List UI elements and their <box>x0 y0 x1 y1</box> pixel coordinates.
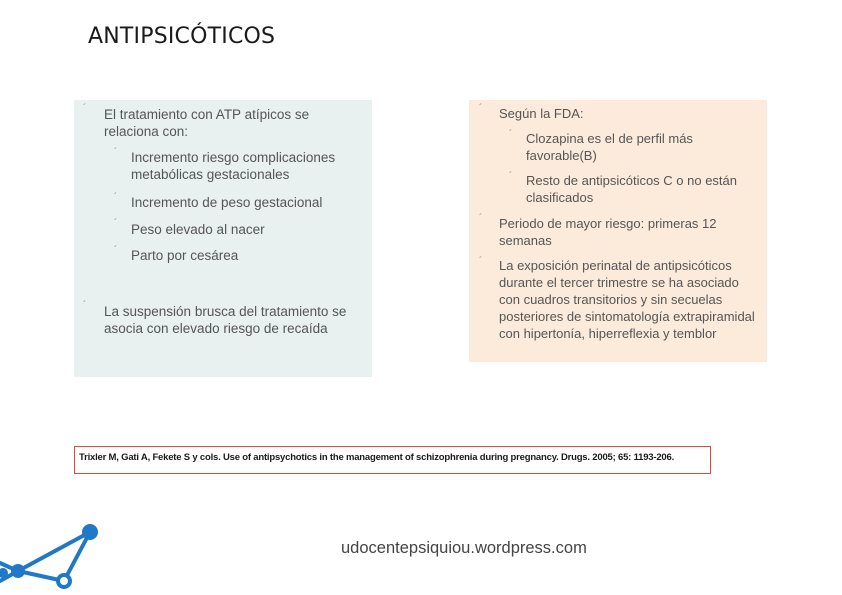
bullet-icon: ´ <box>509 171 513 182</box>
right-item-fda: Según la FDA: <box>499 106 584 121</box>
slide-title: ANTIPSICÓTICOS <box>88 24 276 49</box>
left-item-intro: El tratamiento con ATP atípicos se relaciona con: <box>104 107 310 139</box>
bullet-icon: ´ <box>114 192 118 203</box>
footer-url: udocentepsiquiou.wordpress.com <box>341 539 587 557</box>
bullet-icon: ´ <box>509 129 513 140</box>
left-subitem-metabolic: Incremento riesgo complicaciones metabólicas gestacionales <box>131 150 336 182</box>
bullet-icon: ´ <box>114 147 118 158</box>
bullet-icon: ´ <box>479 213 483 224</box>
bullet-icon: ´ <box>479 256 483 267</box>
right-subitem-clozapine: Clozapina es el de perfil más favorable(B) <box>526 131 693 163</box>
right-item-perinatal-exposure: La exposición perinatal de antipsicóticos durante el tercer trimestre se ha asociado con cuadros transitorios y sin secuelas posteriores de sintomatología extrapiramidal con hipertonía, hiperreflexia y temblor <box>499 258 755 341</box>
left-subitem-birth-weight: Peso elevado al nacer <box>131 222 265 237</box>
network-logo-icon <box>0 515 110 595</box>
bullet-icon: ´ <box>114 245 118 256</box>
right-subitem-other-antipsychotics: Resto de antipsicóticos C o no están clasificados <box>526 173 738 205</box>
bullet-icon: ´ <box>114 218 118 229</box>
bullet-icon: ´ <box>83 103 87 114</box>
bullet-icon: ´ <box>83 300 87 311</box>
right-item-risk-period: Periodo de mayor riesgo: primeras 12 semanas <box>499 216 717 248</box>
left-subitem-cesarean: Parto por cesárea <box>131 248 239 263</box>
bullet-icon: ´ <box>479 103 483 114</box>
citation-box: Trixler M, Gati A, Fekete S y cols. Use of antipsychotics in the management of schizophrenia during pregnancy. Drugs. 2005; 65: 1193-206. <box>74 446 711 474</box>
left-item-relapse: La suspensión brusca del tratamiento se asocia con elevado riesgo de recaída <box>104 304 347 336</box>
left-subitem-weight-gain: Incremento de peso gestacional <box>131 195 323 210</box>
